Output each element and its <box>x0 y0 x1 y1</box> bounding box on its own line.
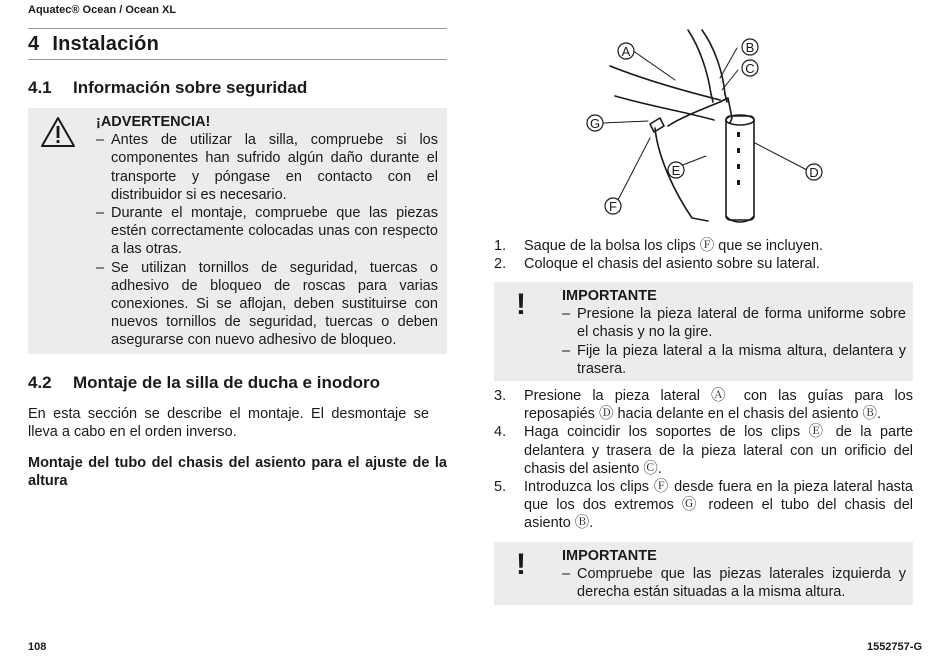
section-heading-4-1 <box>28 78 307 98</box>
section-number: 4.1 <box>28 78 52 97</box>
important-box-2 <box>494 542 913 605</box>
section-heading-4-2 <box>28 373 380 393</box>
important-title: IMPORTANTE <box>562 288 657 304</box>
important-content <box>562 547 906 602</box>
step-text: Introduzca los clips Ⓕ desde fuera en la pieza lateral hasta que los dos extremos Ⓖ rodeen el tubo del chasis del asiento Ⓑ. <box>524 479 913 532</box>
warning-triangle-icon <box>40 116 76 148</box>
running-header: Aquatec® Ocean / Ocean XL <box>28 4 177 16</box>
important-mark: ! <box>516 288 526 321</box>
figure-label-b <box>742 39 758 55</box>
section-title: Montaje de la silla de ducha e inodoro <box>73 373 380 392</box>
important-content <box>562 287 906 378</box>
figure-label-g <box>587 115 603 131</box>
figure-label-e <box>668 162 684 178</box>
document-id: 1552757-G <box>866 641 922 653</box>
important-item: – Fije la pieza lateral a la misma altura, delantera y trasera. <box>562 342 906 378</box>
step-text: Presione la pieza lateral Ⓐ con las guías para los reposapiés Ⓓ hacia delante en el chasis del asiento Ⓑ. <box>524 388 913 423</box>
chapter-title-text: Instalación <box>52 33 160 55</box>
step-number: 3. <box>494 388 507 404</box>
page-number: 108 <box>28 641 47 653</box>
important-item: – Presione la pieza lateral de forma uniforme sobre el chasis y no la gire. <box>562 305 906 341</box>
figure-label-a <box>618 43 634 59</box>
chapter-number: 4 <box>28 33 40 55</box>
figure-label-b-text: B <box>745 40 755 55</box>
warning-title: ¡ADVERTENCIA! <box>96 114 211 130</box>
step-number: 2. <box>494 256 507 273</box>
warning-content <box>96 113 438 350</box>
important-item: – Compruebe que las piezas laterales izquierda y derecha están situadas a la misma altura. <box>562 565 906 601</box>
figure-label-d-text: D <box>809 165 819 180</box>
figure-label-g-text: G <box>589 116 601 131</box>
chapter-rule-top <box>28 28 447 29</box>
steps-list-a <box>494 237 913 273</box>
step-text: Haga coincidir los soportes de los clips Ⓔ de la parte delantera y trasera de la pieza lateral con un orificio del chasis del asiento Ⓒ. <box>524 424 913 477</box>
step-item <box>494 255 913 273</box>
steps-list-b <box>494 387 913 533</box>
step-number: 5. <box>494 479 507 496</box>
warning-item: – Durante el montaje, compruebe que las piezas estén correctamente colocadas unas con respecto a las otras. <box>96 204 438 259</box>
important-box-1 <box>494 282 913 381</box>
figure-label-c-text: C <box>745 61 755 76</box>
subheading: Montaje del tubo del chasis del asiento para el ajuste de la altura <box>28 455 447 490</box>
step-number: 1. <box>494 238 507 254</box>
chapter-title <box>28 33 159 56</box>
warning-item: – Se utilizan tornillos de seguridad, tuercas o adhesivo de bloqueo de roscas para varias conexiones. Si se aflojan, deben sustituirse con nuevos tornillos de seguridad, tuercas o deben asegurarse con nuevo adhesivo de bloqueo. <box>96 259 438 350</box>
figure-label-c <box>742 60 758 76</box>
step-item <box>494 423 913 478</box>
figure-label-f-text: F <box>609 199 617 214</box>
section-number: 4.2 <box>28 373 52 392</box>
chapter-rule-bottom <box>28 59 447 60</box>
assembly-figure <box>580 28 840 233</box>
warning-item: – Antes de utilizar la silla, compruebe si los componentes han sufrido algún daño durante el transporte y póngase en contacto con el distribuidor si es necesario. <box>96 131 438 204</box>
step-item <box>494 387 913 423</box>
figure-label-d <box>806 164 822 180</box>
step-number: 4. <box>494 424 507 441</box>
frame-line <box>610 66 720 100</box>
warning-box <box>28 108 447 354</box>
important-mark: ! <box>516 548 526 581</box>
section-title: Información sobre seguridad <box>73 78 308 97</box>
step-item <box>494 237 913 255</box>
step-text: Saque de la bolsa los clips Ⓕ que se incluyen. <box>524 238 824 254</box>
important-title: IMPORTANTE <box>562 548 657 564</box>
figure-label-a-text: A <box>621 44 631 59</box>
step-text: Coloque el chasis del asiento sobre su lateral. <box>524 256 820 273</box>
figure-label-e-text: E <box>671 163 681 178</box>
step-item <box>494 478 913 533</box>
section-intro: En esta sección se describe el montaje. El desmontaje se lleva a cabo en el orden inverso. <box>28 406 429 441</box>
figure-label-f <box>605 198 621 214</box>
